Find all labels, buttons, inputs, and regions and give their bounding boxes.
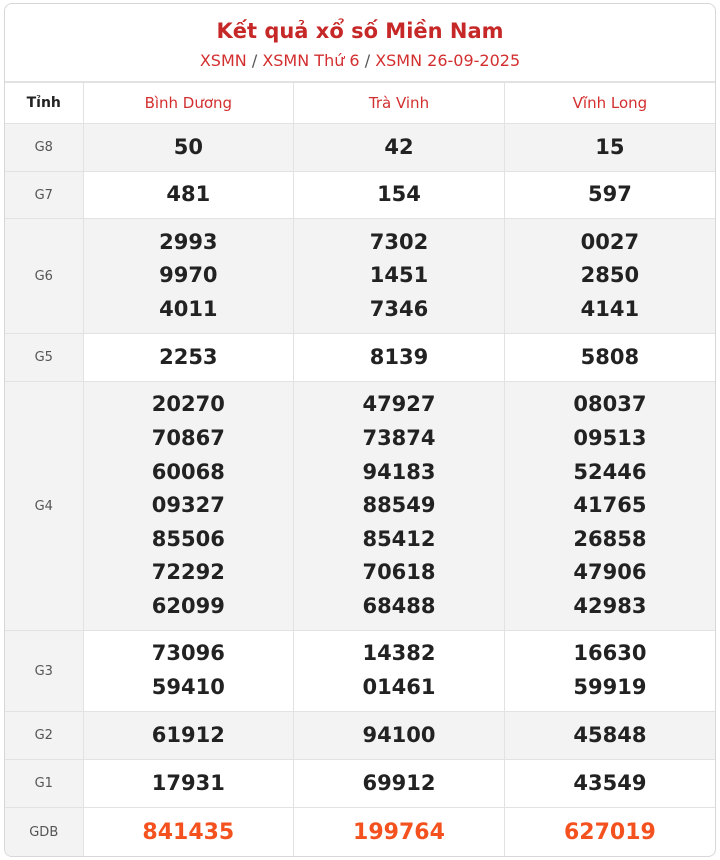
table-header-row	[5, 83, 715, 124]
prize-cell	[504, 760, 715, 808]
prize-cell	[83, 172, 294, 219]
table-row	[5, 334, 715, 382]
breadcrumb-link-xsmn[interactable]: XSMN	[199, 51, 247, 70]
prize-cell	[294, 172, 505, 219]
prize-cell	[83, 382, 294, 631]
prize-cell	[294, 124, 505, 172]
prize-number: 70618	[362, 560, 436, 585]
special-prize-number: 199764	[353, 819, 445, 845]
province-header[interactable]: Vĩnh Long	[504, 83, 715, 124]
prize-number: 2993	[159, 229, 218, 254]
province-header[interactable]: Bình Dương	[83, 83, 294, 124]
page-title: Kết quả xổ số Miền Nam	[216, 19, 504, 43]
breadcrumb-separator: /	[364, 51, 371, 70]
prize-number: 59410	[151, 675, 225, 699]
prize-cell	[83, 631, 294, 712]
prize-number: 47906	[573, 560, 647, 585]
prize-number: 43549	[573, 770, 647, 795]
prize-number: 2850	[580, 263, 640, 288]
prize-number: 94183	[362, 459, 436, 484]
prize-label: G2	[5, 712, 83, 760]
prize-number: 72292	[151, 560, 225, 585]
prize-number: 15	[595, 134, 625, 159]
prize-label: GDB	[5, 808, 83, 858]
breadcrumb-separator: /	[251, 51, 258, 70]
table-row	[5, 382, 715, 631]
prize-number: 01461	[362, 675, 436, 699]
table-row	[5, 808, 715, 858]
prize-cell	[504, 631, 715, 712]
prize-number: 7302	[369, 229, 429, 254]
prize-number: 73096	[151, 641, 225, 666]
prize-number: 85506	[151, 526, 225, 551]
prize-label: G1	[5, 760, 83, 808]
prize-number: 9970	[159, 263, 218, 288]
prize-number: 42983	[573, 593, 647, 618]
prize-number: 09327	[151, 493, 225, 518]
prize-number: 09513	[573, 426, 647, 451]
prize-cell	[504, 172, 715, 219]
prize-cell	[294, 712, 505, 760]
province-header[interactable]: Trà Vinh	[294, 83, 505, 124]
prize-number: 85412	[362, 526, 436, 551]
prize-cell	[504, 219, 715, 334]
prize-number: 8139	[369, 344, 429, 369]
prize-cell	[504, 334, 715, 382]
prize-number: 42	[384, 134, 414, 159]
prize-number: 60068	[151, 459, 225, 484]
prize-cell	[83, 760, 294, 808]
table-row	[5, 631, 715, 712]
prize-cell	[83, 124, 294, 172]
prize-number: 5808	[580, 344, 640, 369]
prize-number: 47927	[362, 392, 436, 417]
prize-number: 68488	[362, 593, 436, 618]
prize-cell	[294, 760, 505, 808]
prize-cell	[504, 382, 715, 631]
prize-cell	[504, 712, 715, 760]
prize-number: 88549	[362, 493, 436, 518]
prize-number: 08037	[573, 392, 647, 417]
prize-number: 26858	[573, 526, 647, 551]
prize-cell	[83, 334, 294, 382]
prize-number: 481	[166, 182, 211, 207]
prize-number: 61912	[151, 722, 225, 747]
prize-number: 73874	[362, 426, 436, 451]
prize-cell	[294, 334, 505, 382]
prize-number: 17931	[151, 770, 225, 795]
prize-cell	[294, 219, 505, 334]
table-row	[5, 760, 715, 808]
prize-cell	[83, 219, 294, 334]
prize-number: 154	[377, 182, 421, 207]
prize-number: 7346	[369, 296, 429, 321]
prize-number: 597	[587, 182, 632, 207]
prize-number: 4141	[580, 296, 640, 321]
table-row	[5, 712, 715, 760]
prize-cell	[294, 382, 505, 631]
results-card	[4, 3, 716, 857]
prize-label: G8	[5, 124, 83, 172]
breadcrumb-link-xsmn-date[interactable]: XSMN 26-09-2025	[375, 51, 521, 70]
province-column-header: Tỉnh	[5, 83, 83, 124]
prize-cell	[294, 808, 505, 858]
prize-number: 52446	[573, 459, 647, 484]
prize-label: G7	[5, 172, 83, 219]
special-prize-number: 841435	[142, 819, 235, 845]
results-header	[5, 4, 715, 82]
results-table	[5, 82, 715, 857]
prize-label: G4	[5, 382, 83, 631]
prize-number: 4011	[159, 296, 218, 321]
prize-label: G3	[5, 631, 83, 712]
prize-label: G5	[5, 334, 83, 382]
breadcrumb	[5, 51, 715, 71]
prize-number: 14382	[362, 641, 436, 666]
table-row	[5, 172, 715, 219]
prize-number: 94100	[362, 722, 436, 747]
prize-cell	[504, 124, 715, 172]
special-prize-number: 627019	[563, 819, 656, 845]
table-row	[5, 219, 715, 334]
prize-cell	[83, 712, 294, 760]
prize-number: 20270	[151, 392, 225, 417]
prize-number: 0027	[580, 229, 640, 254]
prize-label: G6	[5, 219, 83, 334]
breadcrumb-link-xsmn-weekday[interactable]: XSMN Thứ 6	[262, 51, 360, 70]
results-body	[5, 124, 715, 858]
prize-number: 50	[173, 134, 203, 159]
prize-number: 1451	[369, 263, 429, 288]
prize-cell	[504, 808, 715, 858]
prize-number: 45848	[573, 722, 647, 747]
prize-number: 69912	[362, 770, 436, 795]
table-row	[5, 124, 715, 172]
prize-number: 70867	[151, 426, 225, 451]
prize-number: 16630	[573, 641, 647, 666]
prize-number: 62099	[151, 593, 225, 618]
prize-cell	[294, 631, 505, 712]
prize-number: 41765	[573, 493, 647, 518]
prize-number: 59919	[573, 675, 647, 699]
prize-number: 2253	[159, 344, 218, 369]
prize-cell	[83, 808, 294, 858]
